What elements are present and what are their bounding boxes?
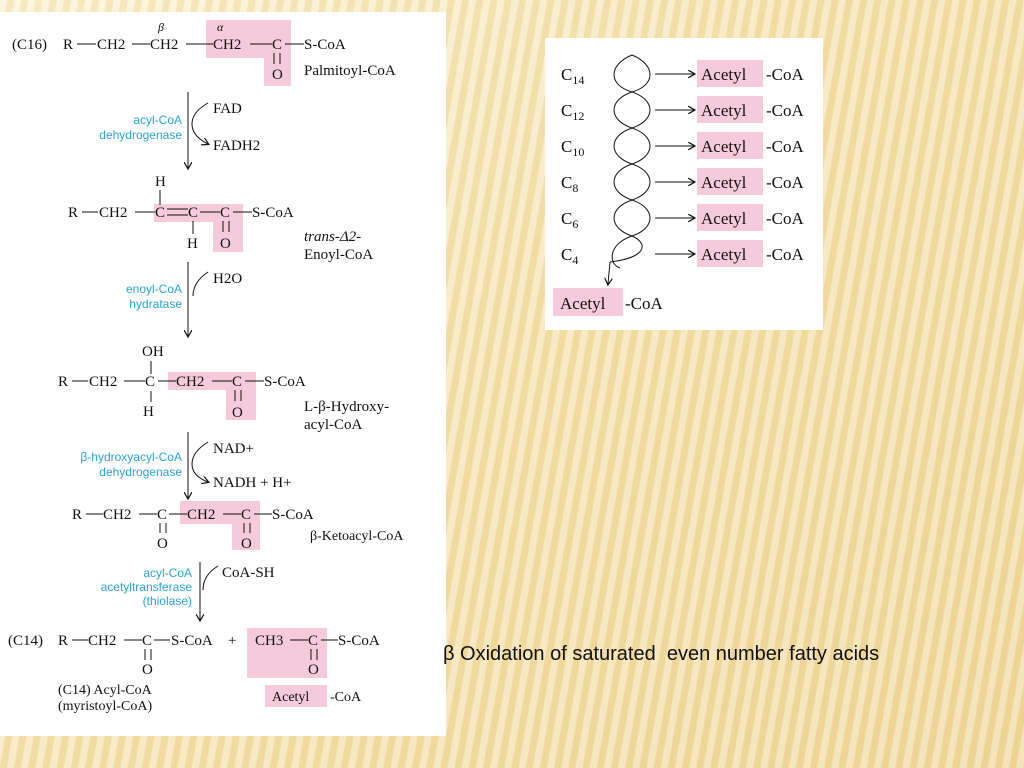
s-coa-group: S-CoA — [304, 37, 346, 53]
hydroxyl-group: OH — [142, 344, 164, 360]
pathway-diagram — [0, 12, 446, 736]
r-group: R — [58, 633, 69, 649]
ketoacyl-coa-label: β-Ketoacyl-CoA — [310, 529, 404, 544]
beta-ch2-group: CH2 — [150, 37, 179, 53]
coa-label: -CoA — [766, 101, 804, 120]
c-atom: C — [155, 205, 166, 221]
acetyl-label: Acetyl — [701, 101, 747, 120]
r-group: R — [72, 507, 83, 523]
spiral-row — [561, 168, 805, 195]
carbonyl-c: C — [232, 374, 243, 390]
coa-label: -CoA — [766, 245, 804, 264]
ch2-group: CH2 — [103, 507, 132, 523]
carbonyl-c: C — [220, 205, 231, 221]
chain-length-label: (C14) — [8, 633, 43, 649]
acetyl-label: Acetyl — [701, 65, 747, 84]
step-hydroxyacyl-coa-dehydrogenase — [80, 432, 291, 498]
spiral-diagram — [545, 38, 823, 330]
alpha-label: α — [217, 20, 224, 34]
s-coa-group: S-CoA — [252, 205, 294, 221]
carbon-count-label: $C_{10}$ — [561, 137, 585, 159]
step-acyl-coa-dehydrogenase — [99, 92, 260, 168]
h-atom: H — [187, 236, 198, 252]
palmitoyl-coa-structure — [12, 20, 396, 86]
palmitoyl-coa-label: Palmitoyl-CoA — [304, 63, 396, 79]
ch2-group: CH2 — [88, 633, 117, 649]
coa-label: -CoA — [766, 173, 804, 192]
trans-enoyl-coa-structure — [68, 174, 373, 263]
carbonyl-o: O — [308, 662, 319, 678]
carbonyl-c: C — [308, 633, 319, 649]
coa-label: -CoA — [766, 65, 804, 84]
enzyme-label: dehydrogenase — [99, 465, 182, 479]
spiral-row — [561, 132, 805, 159]
carbonyl-o: O — [272, 67, 283, 83]
coa-label: -CoA — [330, 690, 362, 705]
spiral-exit-arrow — [608, 262, 610, 284]
carbonyl-c: C — [241, 507, 252, 523]
cofactor-nadh: NADH + H+ — [213, 475, 292, 491]
final-acetyl-coa — [553, 288, 664, 316]
s-coa-group: S-CoA — [272, 507, 314, 523]
s-coa-group: S-CoA — [171, 633, 213, 649]
r-group: R — [68, 205, 79, 221]
acetyl-label: Acetyl — [560, 294, 606, 313]
beta-oxidation-pathway-panel — [0, 12, 446, 736]
enzyme-label: dehydrogenase — [99, 128, 182, 142]
acetyl-label: Acetyl — [272, 690, 310, 705]
acetyl-label: Acetyl — [701, 245, 747, 264]
enoyl-coa-label: trans-Δ2- — [304, 229, 362, 245]
carbon-count-label: $C_6$ — [561, 209, 579, 231]
spiral-row — [561, 204, 805, 231]
ketoacyl-coa-structure — [72, 501, 404, 552]
coa-sh-input: CoA-SH — [222, 565, 275, 581]
carbonyl-c: C — [272, 37, 283, 53]
spiral-path — [612, 55, 632, 268]
step-thiolase — [101, 562, 275, 620]
acetyl-label: Acetyl — [701, 209, 747, 228]
carbonyl-o: O — [142, 662, 153, 678]
h-atom: H — [143, 404, 154, 420]
enzyme-label: acyl-CoA — [143, 566, 192, 580]
ch2-group: CH2 — [176, 374, 205, 390]
cofactor-nad: NAD+ — [213, 441, 254, 457]
acetyl-coa-spiral-panel — [545, 38, 823, 330]
carbon-count-label: $C_8$ — [561, 173, 579, 195]
ch2-group: CH2 — [89, 374, 118, 390]
myristoyl-coa-label: (myristoyl-CoA) — [58, 699, 153, 714]
ch3-group: CH3 — [255, 633, 284, 649]
chain-length-label: (C16) — [12, 37, 47, 53]
carbon-count-label: $C_{12}$ — [561, 101, 585, 123]
s-coa-group: S-CoA — [264, 374, 306, 390]
spiral-row — [561, 240, 805, 267]
carbonyl-o: O — [232, 405, 243, 421]
carbonyl-o: O — [241, 536, 252, 552]
carbon-count-label: $C_4$ — [561, 245, 579, 267]
cofactor-fadh2: FADH2 — [213, 138, 261, 154]
h-atom: H — [155, 174, 166, 190]
spiral-row — [561, 60, 805, 87]
slide-caption: β Oxidation of saturated even number fatty acids — [443, 643, 880, 665]
s-coa-group: S-CoA — [338, 633, 380, 649]
hydroxyacyl-coa-label: acyl-CoA — [304, 417, 363, 433]
enoyl-coa-label: Enoyl-CoA — [304, 247, 374, 263]
enzyme-label: acyl-CoA — [133, 113, 182, 127]
plus-sign: + — [228, 633, 237, 649]
enzyme-label: β-hydroxyacyl-CoA — [80, 450, 182, 464]
hydroxyacyl-coa-structure — [58, 344, 389, 433]
coa-label: -CoA — [766, 137, 804, 156]
myristoyl-coa-label: (C14) Acyl-CoA — [58, 683, 152, 698]
keto-c: C — [157, 507, 168, 523]
step-enoyl-coa-hydratase — [126, 262, 242, 336]
acetyl-label: Acetyl — [701, 173, 747, 192]
hydroxyacyl-coa-label: L-β-Hydroxy- — [304, 399, 390, 415]
ch2-group: CH2 — [99, 205, 128, 221]
ch2-group: CH2 — [97, 37, 126, 53]
carbon-count-label: $C_{14}$ — [561, 65, 585, 87]
c-atom: C — [188, 205, 199, 221]
c-atom: C — [145, 374, 156, 390]
r-group: R — [58, 374, 69, 390]
beta-label: β — [158, 20, 164, 34]
ch2-group: CH2 — [187, 507, 216, 523]
enzyme-label: (thiolase) — [142, 594, 192, 608]
carbonyl-c: C — [142, 633, 153, 649]
coa-label: -CoA — [625, 294, 663, 313]
spiral-path — [610, 55, 650, 262]
coa-label: -CoA — [766, 209, 804, 228]
r-group: R — [63, 37, 74, 53]
enzyme-label: hydratase — [129, 297, 182, 311]
enzyme-label: enoyl-CoA — [125, 282, 182, 296]
acetyl-label: Acetyl — [701, 137, 747, 156]
enzyme-label: acetyltransferase — [100, 580, 192, 594]
keto-o: O — [157, 536, 168, 552]
water-input: H2O — [213, 271, 243, 287]
alpha-ch2-group: CH2 — [213, 37, 242, 53]
products — [8, 628, 380, 714]
cofactor-fad: FAD — [213, 101, 242, 117]
spiral-row — [561, 96, 805, 123]
carbonyl-o: O — [220, 236, 231, 252]
